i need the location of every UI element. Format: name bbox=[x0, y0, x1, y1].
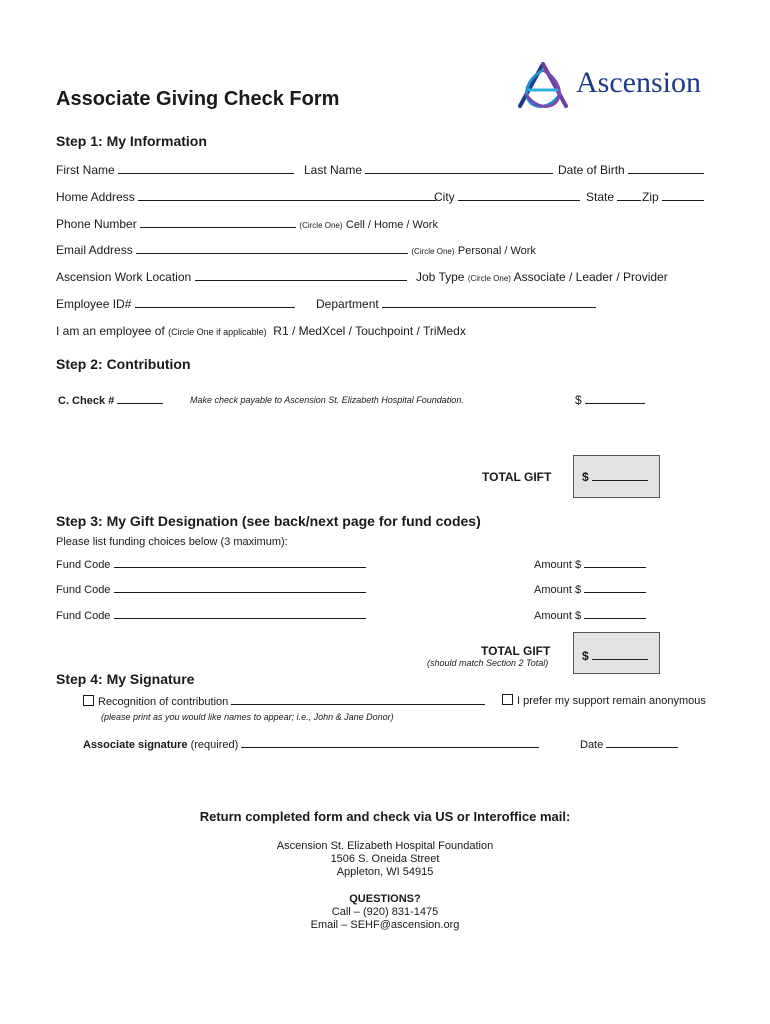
phone-row bbox=[56, 217, 438, 231]
employee-id-label: Employee ID# bbox=[56, 297, 132, 311]
anonymous-row bbox=[502, 694, 706, 707]
contact-block bbox=[0, 893, 770, 932]
phone-label: Phone Number bbox=[56, 217, 137, 231]
amount-label-2: Amount $ bbox=[534, 584, 582, 596]
amount-label-3: Amount $ bbox=[534, 610, 582, 622]
foundation-name: Ascension St. Elizabeth Hospital Foundation bbox=[276, 840, 494, 852]
last-name-row bbox=[304, 163, 553, 177]
check-amount-row bbox=[575, 393, 645, 407]
state-label: State bbox=[586, 190, 615, 204]
city-label: City bbox=[434, 190, 455, 204]
email-row bbox=[56, 243, 536, 257]
amount-field-1[interactable] bbox=[584, 557, 646, 568]
signature-row bbox=[83, 737, 539, 751]
step2-total-dollar: $ bbox=[582, 470, 589, 484]
step3-heading: Step 3: My Gift Designation (see back/next page for fund codes) bbox=[56, 513, 481, 529]
signature-required: (required) bbox=[190, 739, 239, 751]
department-row bbox=[316, 297, 596, 311]
amount-field-3[interactable] bbox=[584, 608, 646, 619]
fund-row-1 bbox=[56, 557, 366, 571]
step3-total-box[interactable] bbox=[573, 632, 660, 674]
return-heading: Return completed form and check via US or Interoffice mail: bbox=[199, 809, 571, 824]
step2-total-label: TOTAL GIFT bbox=[482, 470, 552, 484]
email-type-options[interactable]: Personal / Work bbox=[457, 245, 536, 257]
check-label: C. Check # bbox=[58, 395, 115, 407]
anonymous-checkbox[interactable] bbox=[502, 694, 513, 705]
department-label: Department bbox=[316, 297, 379, 311]
job-type-options[interactable]: Associate / Leader / Provider bbox=[513, 270, 668, 284]
fund-row-3 bbox=[56, 608, 366, 622]
work-location-field[interactable] bbox=[195, 270, 407, 281]
employee-circle-note: (Circle One if applicable) bbox=[168, 327, 267, 337]
step2-heading: Step 2: Contribution bbox=[56, 356, 191, 372]
state-field[interactable] bbox=[617, 190, 641, 201]
fund-row-2 bbox=[56, 582, 366, 596]
print-note: (please print as you would like names to appear; i.e., John & Jane Donor) bbox=[101, 712, 394, 722]
check-row bbox=[58, 393, 163, 407]
last-name-field[interactable] bbox=[365, 163, 553, 174]
ascension-logo bbox=[514, 60, 572, 117]
recognition-checkbox[interactable] bbox=[83, 695, 94, 706]
signature-field[interactable] bbox=[241, 737, 539, 748]
email-label: Email Address bbox=[56, 243, 133, 257]
street-address: 1506 S. Oneida Street bbox=[330, 853, 440, 865]
first-name-field[interactable] bbox=[118, 163, 294, 174]
recognition-label: Recognition of contribution bbox=[98, 696, 229, 708]
first-name-row bbox=[56, 163, 294, 177]
work-location-label: Ascension Work Location bbox=[56, 270, 192, 284]
zip-label: Zip bbox=[642, 190, 659, 204]
fund-code-field-1[interactable] bbox=[114, 557, 366, 568]
step2-total-inner bbox=[582, 470, 648, 484]
amount-row-3 bbox=[534, 608, 646, 622]
step3-total-dollar: $ bbox=[582, 649, 589, 663]
anonymous-label: I prefer my support remain anonymous bbox=[517, 695, 706, 707]
fund-code-label-1: Fund Code bbox=[56, 559, 111, 571]
dob-row bbox=[558, 163, 704, 177]
check-dollar-sign: $ bbox=[575, 393, 582, 407]
step2-total-box[interactable] bbox=[573, 455, 660, 498]
employee-of-options[interactable]: R1 / MedXcel / Touchpoint / TriMedx bbox=[273, 324, 466, 338]
payable-note: Make check payable to Ascension St. Elizabeth Hospital Foundation. bbox=[190, 395, 464, 405]
step3-total-note: (should match Section 2 Total) bbox=[427, 658, 549, 668]
step4-heading: Step 4: My Signature bbox=[56, 671, 195, 687]
step2-total-field[interactable] bbox=[592, 470, 648, 481]
questions-label: QUESTIONS? bbox=[349, 893, 421, 905]
step3-total-field[interactable] bbox=[592, 649, 648, 660]
job-type-label: Job Type bbox=[416, 270, 465, 284]
last-name-label: Last Name bbox=[304, 163, 363, 177]
zip-row bbox=[642, 190, 704, 204]
job-type-row bbox=[416, 270, 668, 284]
date-label: Date bbox=[580, 739, 604, 751]
mailing-address bbox=[0, 840, 770, 879]
amount-field-2[interactable] bbox=[584, 582, 646, 593]
state-row bbox=[586, 190, 641, 204]
fund-code-field-2[interactable] bbox=[114, 582, 366, 593]
dob-field[interactable] bbox=[628, 163, 704, 174]
employee-of-label: I am an employee of bbox=[56, 324, 165, 338]
fund-code-label-2: Fund Code bbox=[56, 584, 111, 596]
city-row bbox=[434, 190, 580, 204]
amount-row-2 bbox=[534, 582, 646, 596]
phone-type-options[interactable]: Cell / Home / Work bbox=[345, 219, 438, 231]
amount-label-1: Amount $ bbox=[534, 559, 582, 571]
step3-total-label: TOTAL GIFT bbox=[481, 644, 551, 658]
phone-field[interactable] bbox=[140, 217, 296, 228]
ascension-logo-icon bbox=[514, 60, 572, 112]
recognition-name-field[interactable] bbox=[231, 694, 485, 705]
email-contact[interactable]: Email – SEHF@ascension.org bbox=[310, 919, 460, 931]
signature-label: Associate signature bbox=[83, 739, 188, 751]
job-circle-note: (Circle One) bbox=[467, 274, 511, 283]
home-address-label: Home Address bbox=[56, 190, 135, 204]
step3-total-inner bbox=[582, 649, 648, 663]
date-row bbox=[580, 737, 678, 751]
ascension-logo-text: Ascension bbox=[576, 66, 701, 99]
check-number-field[interactable] bbox=[117, 393, 163, 404]
amount-row-1 bbox=[534, 557, 646, 571]
phone-contact: Call – (920) 831-1475 bbox=[331, 906, 439, 918]
step3-instructions: Please list funding choices below (3 maximum): bbox=[56, 536, 288, 548]
date-field[interactable] bbox=[606, 737, 678, 748]
home-address-field[interactable] bbox=[138, 190, 436, 201]
first-name-label: First Name bbox=[56, 163, 115, 177]
zip-field[interactable] bbox=[662, 190, 704, 201]
phone-circle-note: (Circle One) bbox=[299, 221, 343, 230]
dob-label: Date of Birth bbox=[558, 163, 625, 177]
department-field[interactable] bbox=[382, 297, 596, 308]
recognition-row bbox=[83, 694, 485, 708]
employee-of-row bbox=[56, 324, 466, 338]
email-circle-note: (Circle One) bbox=[411, 247, 455, 256]
city-state-zip: Appleton, WI 54915 bbox=[336, 866, 434, 878]
home-address-row bbox=[56, 190, 436, 204]
city-field[interactable] bbox=[458, 190, 580, 201]
employee-id-field[interactable] bbox=[135, 297, 295, 308]
fund-code-field-3[interactable] bbox=[114, 608, 366, 619]
email-field[interactable] bbox=[136, 243, 408, 254]
fund-code-label-3: Fund Code bbox=[56, 610, 111, 622]
work-location-row bbox=[56, 270, 407, 284]
step1-heading: Step 1: My Information bbox=[56, 133, 207, 149]
form-title: Associate Giving Check Form bbox=[56, 88, 340, 110]
check-amount-field[interactable] bbox=[585, 393, 645, 404]
employee-id-row bbox=[56, 297, 295, 311]
